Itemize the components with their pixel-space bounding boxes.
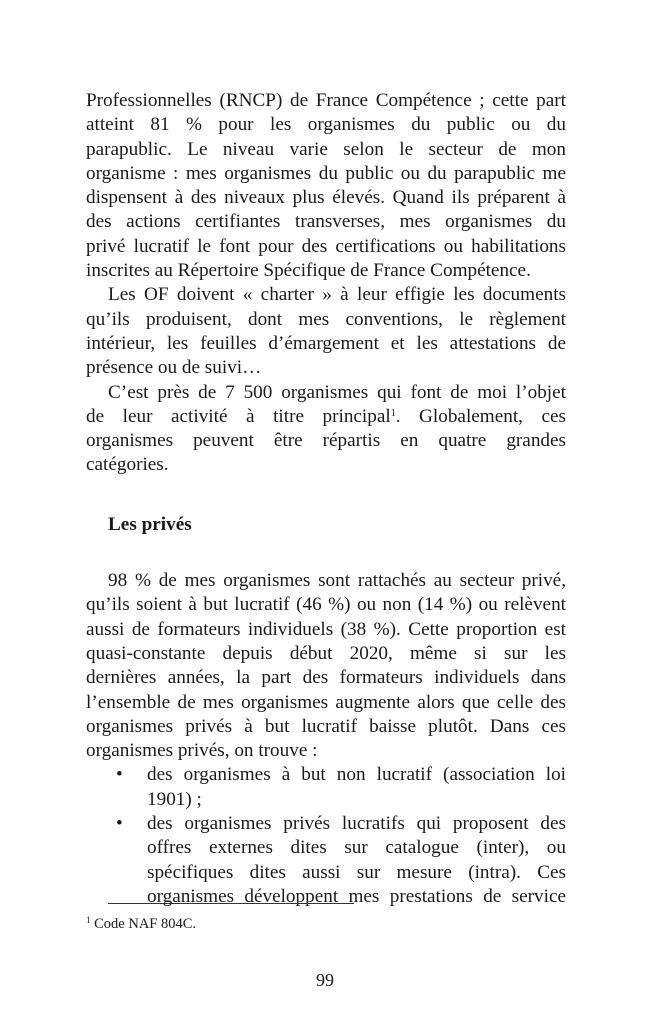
text-fragment: . Globalement, ces bbox=[395, 405, 566, 427]
text-fragment: de leur activité à titre principal bbox=[86, 405, 391, 427]
footnote-text: Code NAF 804C. bbox=[90, 916, 197, 932]
bullet-icon: • bbox=[116, 764, 123, 786]
footnote-separator bbox=[108, 903, 354, 904]
text-line: qu’ils soient à but lucratif (46 %) ou non (14 %) ou relèvent bbox=[86, 594, 566, 616]
text-line: Professionnelles (RNCP) de France Compétence ; cette part bbox=[86, 90, 566, 111]
text-line: C’est près de 7 500 organismes qui font de moi l’objet bbox=[108, 381, 566, 403]
text-line: Les OF doivent « charter » à leur effigie les documents bbox=[108, 284, 566, 306]
bullet-list bbox=[86, 763, 566, 909]
footnote-number: 1 bbox=[86, 915, 91, 925]
text-line: quasi-constante depuis début 2020, même si sur les bbox=[86, 642, 566, 664]
paragraph-organismes bbox=[86, 381, 566, 478]
text-line: parapublic. Le niveau varie selon le secteur de mon bbox=[86, 138, 566, 160]
text-line: présence ou de suivi… bbox=[86, 357, 262, 379]
spacer bbox=[86, 537, 566, 569]
text-line: dispensent à des niveaux plus élevés. Quand ils préparent à bbox=[86, 187, 566, 209]
text-line: des actions certifiantes transverses, mes organismes du bbox=[86, 211, 566, 233]
text-line: intérieur, les feuilles d’émargement et les attestations de bbox=[86, 332, 566, 354]
page-body bbox=[86, 89, 566, 909]
page-number: 99 bbox=[316, 970, 334, 990]
text-line: l’ensemble de mes organismes augmente alors que celle des bbox=[86, 691, 566, 713]
paragraph-charter bbox=[86, 283, 566, 380]
text-line: dernières années, la part des formateurs individuels dans bbox=[86, 667, 566, 689]
text-line: organismes développent mes prestations de service bbox=[147, 885, 566, 907]
text-line: spécifiques dites aussi sur mesure (intra). Ces bbox=[147, 861, 566, 883]
list-item bbox=[86, 763, 566, 812]
text-line: organismes privés, on trouve : bbox=[86, 740, 318, 762]
spacer bbox=[86, 478, 566, 513]
bullet-icon: • bbox=[116, 813, 123, 835]
text-line: privé lucratif le font pour des certifications ou habilitations bbox=[86, 235, 566, 257]
text-line: 98 % de mes organismes sont rattachés au secteur privé, bbox=[108, 570, 566, 592]
text-line: aussi de formateurs individuels (38 %). Cette proportion est bbox=[86, 618, 566, 640]
text-line bbox=[86, 405, 566, 429]
text-line: des organismes à but non lucratif (association loi bbox=[147, 764, 566, 786]
text-line: organismes privés à but lucratif baisse plutôt. Dans ces bbox=[86, 715, 566, 737]
paragraph-prives bbox=[86, 569, 566, 763]
text-line: organisme : mes organismes du public ou du parapublic me bbox=[86, 162, 566, 184]
text-line: offres externes dites sur catalogue (inter), ou bbox=[147, 837, 566, 859]
text-line: atteint 81 % pour les organismes du public ou du bbox=[86, 114, 566, 136]
text-line: qu’ils produisent, dont mes conventions, le règlement bbox=[86, 308, 566, 330]
text-line: 1901) ; bbox=[147, 788, 202, 810]
text-line: organismes peuvent être répartis en quatre grandes bbox=[86, 430, 566, 452]
footnote-reference: 1 bbox=[390, 407, 396, 419]
text-line: des organismes privés lucratifs qui proposent des bbox=[147, 813, 566, 835]
text-line: inscrites au Répertoire Spécifique de France Compétence. bbox=[86, 260, 531, 282]
text-line: catégories. bbox=[86, 454, 169, 476]
paragraph-rncp bbox=[86, 89, 566, 283]
section-heading: Les privés bbox=[108, 513, 192, 535]
footnote bbox=[86, 915, 196, 933]
list-item bbox=[86, 812, 566, 909]
